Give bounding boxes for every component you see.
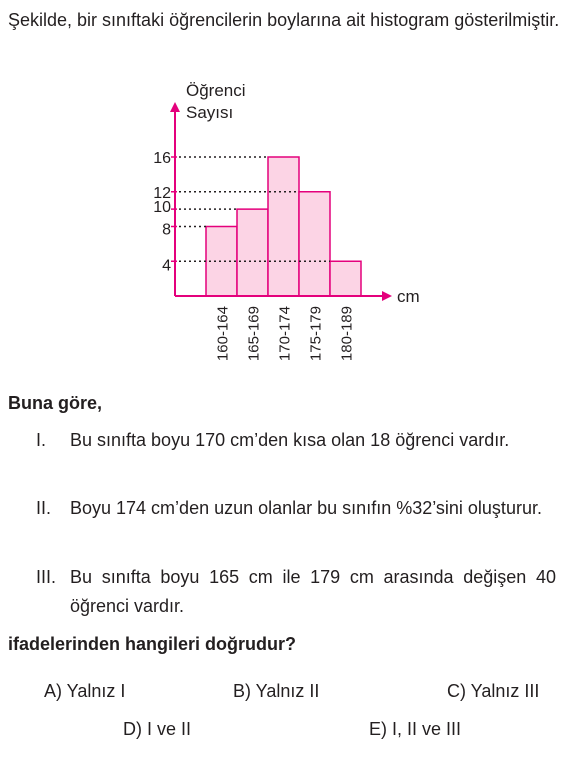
- question-text: ifadelerinden hangileri doğrudur?: [8, 634, 297, 654]
- y-axis-label-line2: Sayısı: [186, 103, 234, 122]
- y-tick-label: 10: [153, 199, 171, 217]
- option-e[interactable]: E) I, II ve III: [369, 719, 462, 739]
- statement-text: Boyu 174 cm’den uzun olanlar bu sınıfın %32’sini oluşturur.: [70, 498, 542, 518]
- y-axis-label-line1: Öğrenci: [186, 81, 246, 100]
- statement-text: Bu sınıfta boyu 170 cm’den kısa olan 18 öğrenci vardır.: [70, 430, 510, 450]
- histogram-bar-170-174: [268, 157, 299, 296]
- histogram-bar-180-189: [330, 261, 361, 296]
- option-a[interactable]: A) Yalnız I: [44, 681, 126, 701]
- x-tick-label: 170-174: [276, 306, 294, 362]
- statement-number: III.: [36, 567, 57, 587]
- histogram-bar-175-179: [299, 192, 330, 296]
- statement-text: Bu sınıfta boyu 165 cm ile 179 cm arasında değişen 40 öğrenci vardır.: [70, 567, 556, 616]
- y-tick-label: 8: [162, 221, 171, 239]
- y-ticks-layer: [153, 150, 177, 274]
- option-c[interactable]: C) Yalnız III: [447, 681, 540, 701]
- histogram-bar-165-169: [237, 209, 268, 296]
- option-d[interactable]: D) I ve II: [123, 719, 192, 739]
- lead-text: Buna göre,: [8, 393, 103, 413]
- x-tick-label: 165-169: [245, 306, 263, 362]
- y-tick-label: 4: [162, 257, 171, 275]
- option-b[interactable]: B) Yalnız II: [233, 681, 320, 701]
- x-labels-layer: [215, 306, 356, 361]
- histogram-chart: [0, 70, 573, 380]
- intro-text: Şekilde, bir sınıftaki öğrencilerin boylarına ait histogram gösterilmiştir.: [8, 10, 560, 30]
- x-axis-label: cm: [397, 287, 420, 306]
- y-tick-label: 16: [153, 150, 171, 167]
- statement-number: II.: [36, 498, 52, 518]
- x-tick-label: 175-179: [307, 306, 325, 362]
- y-tick-label: 12: [153, 184, 171, 202]
- x-tick-label: 180-189: [338, 306, 356, 362]
- x-tick-label: 160-164: [214, 306, 232, 362]
- statement-number: I.: [36, 430, 47, 450]
- bars-layer: [206, 157, 361, 296]
